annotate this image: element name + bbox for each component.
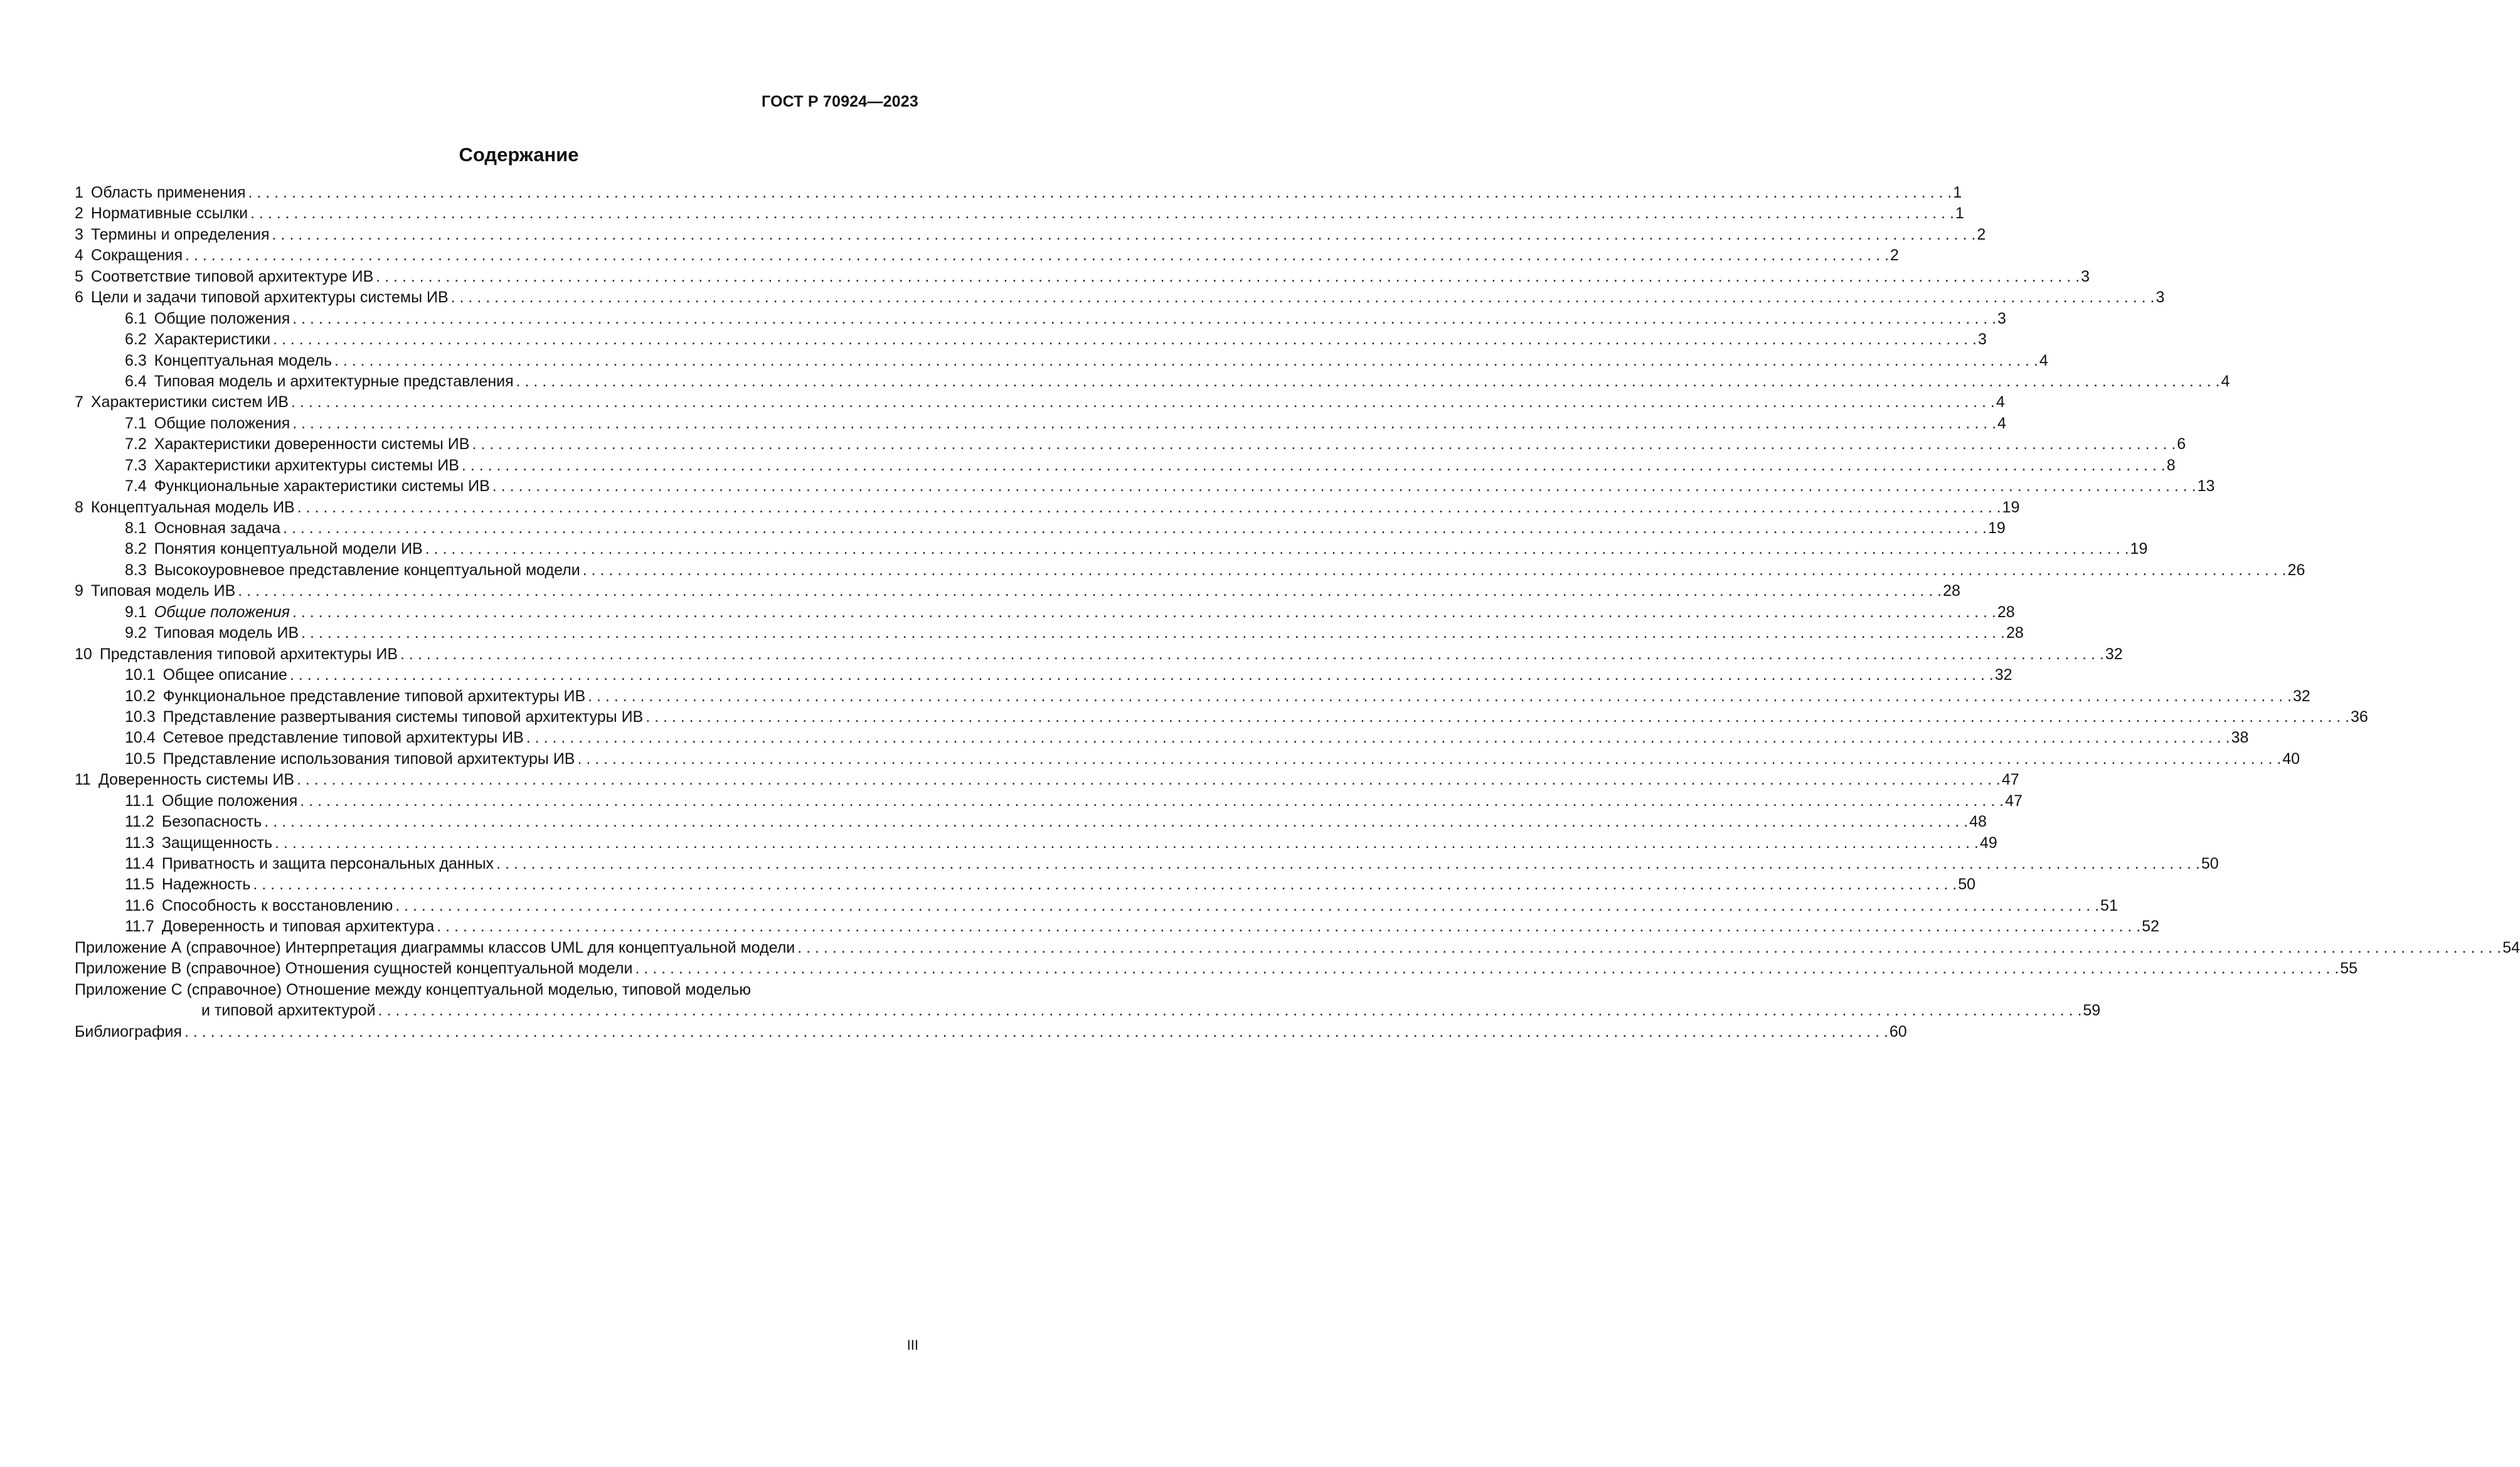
toc-entry-page: 32 [2105, 645, 2123, 663]
toc-entry-page: 48 [1969, 813, 1987, 831]
toc-entry-page: 2 [1977, 225, 1986, 243]
toc-entry-title: Общие положения [154, 414, 290, 432]
toc-entry-number: 6.1 [125, 309, 147, 327]
toc-entry-page: 3 [2081, 267, 2090, 285]
toc-entry-number: 6.2 [125, 331, 147, 349]
toc-entry-number: 6.3 [125, 351, 147, 369]
toc-entry-title: Функциональное представление типовой архитектуры ИВ [162, 687, 586, 705]
toc-entry-page: 6 [2177, 435, 2186, 453]
toc-entry-number: 9.2 [125, 624, 147, 642]
toc-entry-number: 10.5 [125, 749, 156, 768]
toc-entry-page: 47 [2005, 792, 2023, 810]
toc-entry-page: 28 [1997, 603, 2015, 621]
toc-entry-title: Безопасность [161, 813, 262, 831]
toc-entry-title: Соответствие типовой архитектуре ИВ [90, 267, 374, 285]
toc-leader-dots [395, 896, 2099, 916]
toc-leader-dots [526, 728, 2230, 748]
toc-entry-number: 10.4 [125, 729, 156, 747]
toc-entry-page: 50 [2201, 855, 2219, 872]
toc-entry[interactable] [75, 225, 1986, 245]
toc-entry-title: Приложение В (справочное) Отношения сущностей концептуальной модели [75, 960, 633, 978]
toc-leader-dots [264, 812, 1968, 832]
toc-entry-number: 11.2 [125, 813, 154, 831]
toc-entry-number: 11 [75, 771, 91, 789]
toc-entry-page: 32 [2292, 687, 2310, 705]
toc-entry-page: 32 [1994, 666, 2012, 684]
toc-entry[interactable] [75, 938, 2520, 958]
toc-leader-dots [301, 623, 2005, 643]
toc-entry-title: Представление развертывания системы типовой архитектуры ИВ [162, 707, 644, 726]
toc-entry-number: 6.4 [125, 372, 147, 390]
toc-entry-title: Область применения [90, 184, 246, 201]
toc-entry-number: 11.3 [125, 834, 154, 852]
toc-entry-page: 1 [1953, 184, 1962, 201]
toc-entry-title: Высокоуровневое представление концептуальной модели [154, 561, 580, 579]
toc-entry-title: Концептуальная модель ИВ [90, 498, 295, 516]
toc-entry-title: Концептуальная модель [154, 351, 332, 369]
toc-entry-number: 3 [75, 225, 83, 243]
toc-entry[interactable] [75, 1022, 1907, 1042]
toc-leader-dots [273, 329, 1977, 350]
toc-entry[interactable] [75, 1000, 2101, 1021]
toc-entry-number: 5 [75, 267, 83, 285]
toc-leader-dots [635, 958, 2339, 979]
toc-entry-title: Общие положения [154, 309, 290, 327]
toc-entry[interactable] [75, 476, 2215, 497]
toc-entry[interactable] [75, 329, 1987, 350]
toc-entry[interactable] [75, 267, 2090, 287]
toc-entry[interactable] [75, 183, 1962, 203]
toc-entry[interactable] [75, 623, 2024, 643]
toc-entry-number: 9 [75, 582, 83, 600]
toc-leader-dots [292, 602, 1996, 623]
toc-entry-number: 7 [75, 393, 83, 411]
toc-entry-page: 26 [2287, 561, 2305, 579]
toc-entry-title: Представления типовой архитектуры ИВ [99, 645, 398, 663]
toc-entry-title: Приложение С (справочное) Отношение между концептуальной моделью, типовой моделью [75, 980, 751, 998]
toc-entry-title: Понятия концептуальной модели ИВ [154, 540, 423, 558]
toc-entry-number: 11.7 [125, 918, 154, 936]
toc-entry-title: Сокращения [90, 246, 183, 265]
toc-entry-title: Характеристики систем ИВ [90, 393, 289, 411]
table-of-contents [75, 183, 2520, 1042]
toc-entry[interactable] [75, 434, 2186, 455]
toc-entry[interactable] [75, 413, 2006, 434]
toc-entry-title: Доверенность системы ИВ [98, 771, 295, 789]
toc-entry[interactable] [75, 916, 2159, 937]
toc-entry[interactable] [75, 854, 2219, 874]
toc-entry[interactable] [75, 287, 2165, 308]
toc-entry-page: 51 [2100, 896, 2118, 914]
toc-entry-page: 19 [1987, 519, 2006, 537]
toc-entry-number: 8.1 [125, 519, 147, 537]
toc-entry-number: 8.2 [125, 540, 147, 558]
toc-entry[interactable] [75, 371, 2230, 392]
toc-entry[interactable] [75, 728, 2249, 748]
toc-leader-dots [334, 351, 2038, 371]
toc-leader-dots [400, 644, 2104, 665]
toc-entry-page: 28 [2006, 624, 2024, 642]
toc-entry-page: 1 [1955, 204, 1964, 223]
toc-entry-page: 36 [2351, 707, 2368, 726]
toc-entry-number: 8.3 [125, 561, 147, 579]
toc-entry-page: 50 [1958, 876, 1976, 894]
toc-leader-dots [275, 833, 1979, 854]
toc-entry[interactable] [75, 203, 1964, 224]
toc-entry-title: Термины и определения [90, 225, 270, 243]
toc-leader-dots [496, 854, 2200, 874]
toc-entry-page: 2 [1890, 246, 1899, 265]
toc-entry-number: 10.2 [125, 687, 156, 705]
toc-entry-title: Приложение А (справочное) Интерпретация диаграммы классов UML для концептуальной модели [75, 938, 795, 956]
toc-leader-dots [588, 686, 2292, 707]
toc-entry-title: Типовая модель ИВ [154, 624, 299, 642]
toc-entry[interactable] [75, 518, 2006, 539]
toc-entry-number: 10.1 [125, 666, 156, 684]
toc-entry[interactable] [75, 497, 2020, 518]
toc-leader-dots [451, 287, 2155, 308]
toc-entry-page: 3 [1977, 331, 1987, 349]
toc-entry-title: Приватность и защита персональных данных [161, 855, 494, 872]
toc-leader-dots [297, 770, 2001, 790]
toc-entry-number: 11.6 [125, 896, 154, 914]
toc-entry-page: 13 [2197, 477, 2215, 495]
toc-leader-dots [292, 309, 1996, 329]
toc-entry[interactable] [75, 812, 1987, 832]
toc-entry[interactable] [75, 896, 2118, 916]
toc-entry-title: Типовая модель и архитектурные представления [154, 372, 514, 390]
toc-entry-number: 8 [75, 498, 83, 516]
toc-entry-title: Характеристики доверенности системы ИВ [154, 435, 470, 453]
toc-entry[interactable] [75, 392, 2005, 413]
toc-entry-page: 19 [2130, 540, 2148, 558]
toc-entry-title: Функциональные характеристики системы ИВ [154, 477, 490, 495]
toc-entry[interactable] [75, 351, 2048, 371]
toc-entry-number: 10 [75, 645, 92, 663]
page-number: III [906, 1337, 918, 1353]
toc-entry-page: 60 [1889, 1022, 1907, 1041]
toc-entry-title: Представление использования типовой архитектуры ИВ [162, 749, 575, 768]
toc-leader-dots [577, 749, 2281, 770]
toc-entry[interactable] [75, 665, 2012, 686]
toc-entry[interactable] [75, 833, 1997, 854]
toc-entry-page: 8 [2166, 456, 2176, 474]
toc-entry[interactable] [75, 539, 2148, 559]
toc-leader-dots [797, 938, 2501, 958]
toc-leader-dots [583, 560, 2287, 581]
toc-leader-dots [248, 183, 1952, 203]
toc-leader-dots [290, 665, 1994, 686]
toc-entry-page: 4 [2039, 351, 2048, 369]
toc-title: Содержание [459, 144, 579, 166]
toc-leader-dots [516, 371, 2220, 392]
toc-entry-page: 55 [2340, 960, 2358, 978]
toc-entry-title: Общее описание [162, 666, 287, 684]
toc-entry[interactable] [75, 874, 1976, 895]
toc-entry-title: Надежность [161, 876, 251, 894]
toc-entry[interactable] [75, 581, 1960, 601]
toc-entry-page: 59 [2083, 1002, 2101, 1020]
toc-entry-page: 3 [2156, 289, 2165, 307]
toc-entry-number: 10.3 [125, 707, 156, 726]
toc-entry-page: 4 [2221, 372, 2230, 390]
toc-entry-title: Защищенность [161, 834, 273, 852]
toc-leader-dots [425, 539, 2129, 559]
document-id: ГОСТ Р 70924—2023 [761, 93, 918, 110]
toc-entry[interactable] [75, 309, 2006, 329]
toc-entry-title: Цели и задачи типовой архитектуры системы ИВ [90, 289, 449, 307]
toc-entry-title: Сетевое представление типовой архитектуры ИВ [162, 729, 524, 747]
toc-entry-title: и типовой архитектурой [201, 1002, 376, 1020]
toc-entry-number: 11.5 [125, 876, 154, 894]
toc-entry-title: Доверенность и типовая архитектура [161, 918, 435, 936]
toc-entry-page: 4 [1996, 393, 2005, 411]
toc-leader-dots [376, 267, 2080, 287]
toc-leader-dots [283, 518, 1987, 539]
toc-entry[interactable] [75, 980, 919, 1000]
toc-leader-dots [437, 916, 2140, 937]
toc-entry-number: 11.4 [125, 855, 154, 872]
toc-entry-title: Характеристики [154, 331, 271, 349]
toc-entry-page: 38 [2231, 729, 2249, 747]
toc-leader-dots [646, 707, 2349, 728]
toc-entry[interactable] [75, 770, 2019, 790]
toc-leader-dots [253, 874, 1957, 895]
toc-entry-title: Библиография [75, 1022, 183, 1041]
toc-leader-dots [292, 413, 1996, 434]
toc-entry-title: Способность к восстановлению [161, 896, 393, 914]
toc-leader-dots [184, 1022, 1888, 1042]
toc-entry[interactable] [75, 644, 2123, 665]
toc-entry-title: Основная задача [154, 519, 281, 537]
toc-entry[interactable] [75, 686, 2310, 707]
toc-leader-dots [297, 497, 2001, 518]
toc-leader-dots [272, 225, 1976, 245]
toc-entry-number: 4 [75, 246, 83, 265]
toc-entry-number: 2 [75, 204, 83, 223]
toc-leader-dots [185, 245, 1889, 266]
toc-entry-number: 1 [75, 184, 83, 201]
toc-leader-dots [238, 581, 1942, 601]
toc-entry-number: 7.1 [125, 414, 147, 432]
toc-entry-number: 6 [75, 289, 83, 307]
toc-entry-page: 54 [2502, 938, 2520, 956]
toc-entry-number: 7.2 [125, 435, 147, 453]
toc-entry-page: 40 [2282, 749, 2300, 768]
toc-entry-number: 7.4 [125, 477, 147, 495]
toc-entry-page: 28 [1943, 582, 1960, 600]
toc-entry-page: 3 [1997, 309, 2006, 327]
toc-leader-dots [472, 434, 2176, 455]
toc-entry[interactable] [75, 749, 2300, 770]
toc-entry-number: 11.1 [125, 792, 154, 810]
toc-entry[interactable] [75, 958, 2358, 979]
toc-leader-dots [300, 791, 2004, 812]
toc-entry-page: 52 [2142, 918, 2159, 936]
toc-entry[interactable] [75, 245, 1899, 266]
toc-entry-title: Общие положения [154, 603, 290, 621]
toc-leader-dots [492, 476, 2196, 497]
toc-entry[interactable] [75, 455, 2176, 476]
toc-entry-page: 47 [2001, 771, 2019, 789]
toc-leader-dots [291, 392, 1995, 413]
toc-leader-dots [250, 203, 1954, 224]
toc-leader-dots [462, 455, 2166, 476]
toc-entry-page: 19 [2002, 498, 2020, 516]
toc-entry-title: Типовая модель ИВ [90, 582, 236, 600]
toc-entry-page: 4 [1997, 414, 2006, 432]
toc-entry[interactable] [75, 791, 2023, 812]
toc-entry-title: Характеристики архитектуры системы ИВ [154, 456, 459, 474]
toc-entry-title: Общие положения [161, 792, 298, 810]
toc-entry-number: 9.1 [125, 603, 147, 621]
toc-entry[interactable] [75, 602, 2015, 623]
toc-entry[interactable] [75, 560, 2305, 581]
toc-leader-dots [378, 1000, 2082, 1021]
toc-entry-number: 7.3 [125, 456, 147, 474]
toc-entry-title: Нормативные ссылки [90, 204, 248, 223]
toc-entry[interactable] [75, 707, 2368, 728]
toc-entry-page: 49 [1979, 834, 1997, 852]
